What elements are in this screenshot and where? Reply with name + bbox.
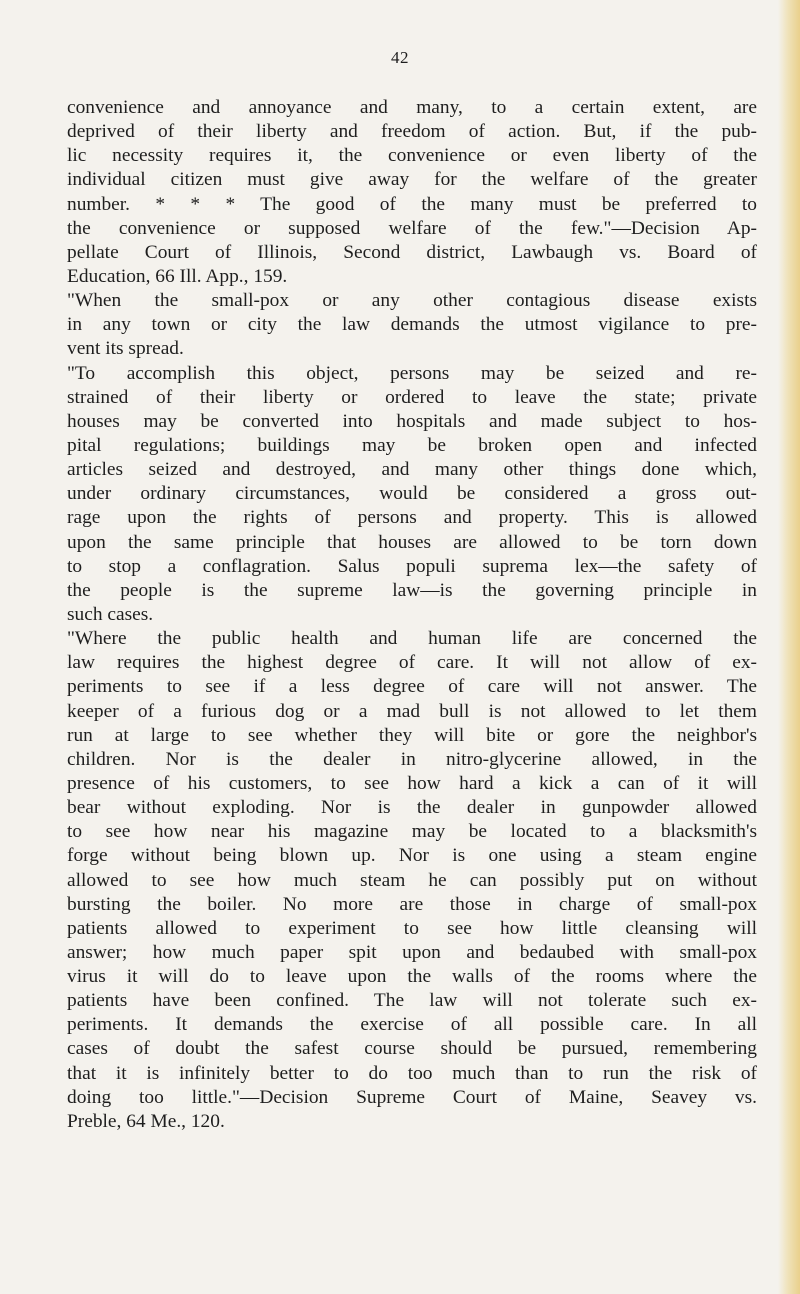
text-line: number. * * * The good of the many must be preferred to — [67, 193, 757, 215]
text-line: to see how near his magazine may be located to a blacksmith's — [67, 821, 757, 843]
text-line: patients have been confined. The law will not tolerate such ex- — [67, 990, 757, 1012]
text-line: under ordinary circumstances, would be considered a gross out- — [67, 483, 757, 505]
text-line: "When the small-pox or any other contagious disease exists — [67, 290, 757, 312]
text-line: rage upon the rights of persons and property. This is allowed — [67, 507, 757, 529]
text-line: deprived of their liberty and freedom of action. But, if the pub- — [67, 121, 757, 143]
text-line: periments. It demands the exercise of all possible care. In all — [67, 1014, 757, 1036]
text-line: upon the same principle that houses are allowed to be torn down — [67, 531, 757, 553]
text-line: law requires the highest degree of care. It will not allow of ex- — [67, 652, 757, 674]
text-line: periments to see if a less degree of care will not answer. The — [67, 676, 757, 698]
text-line: in any town or city the law demands the utmost vigilance to pre- — [67, 314, 757, 336]
text-line: the people is the supreme law—is the governing principle in — [67, 579, 757, 601]
text-line: that it is infinitely better to do too much than to run the risk of — [67, 1062, 757, 1084]
text-line: such cases. — [67, 603, 154, 625]
text-line: houses may be converted into hospitals and made subject to hos- — [67, 410, 757, 432]
text-line: strained of their liberty or ordered to leave the state; private — [67, 386, 757, 408]
text-line: to stop a conflagration. Salus populi suprema lex—the safety of — [67, 555, 757, 577]
text-line: keeper of a furious dog or a mad bull is not allowed to let them — [67, 700, 757, 722]
text-line: vent its spread. — [67, 338, 184, 360]
text-line: presence of his customers, to see how hard a kick a can of it will — [67, 772, 757, 794]
text-line: convenience and annoyance and many, to a certain extent, are — [67, 97, 757, 118]
text-line: pital regulations; buildings may be broken open and infected — [67, 434, 757, 456]
body-text — [67, 96, 757, 1134]
page-edge-shadow — [778, 0, 800, 1294]
text-line: the convenience or supposed welfare of the few."—Decision Ap- — [67, 217, 757, 239]
text-line: "To accomplish this object, persons may be seized and re- — [67, 362, 757, 384]
text-line: answer; how much paper spit upon and bedaubed with small-pox — [67, 941, 757, 963]
page-number: 42 — [391, 48, 409, 67]
text-line: "Where the public health and human life are concerned the — [67, 628, 757, 650]
text-line: children. Nor is the dealer in nitro-glycerine allowed, in the — [67, 748, 757, 770]
text-line: bear without exploding. Nor is the dealer in gunpowder allowed — [67, 797, 757, 819]
text-line: doing too little."—Decision Supreme Court of Maine, Seavey vs. — [67, 1086, 757, 1108]
text-line: individual citizen must give away for the welfare of the greater — [67, 169, 757, 191]
text-line: Preble, 64 Me., 120. — [67, 1110, 225, 1132]
text-line: Education, 66 Ill. App., 159. — [67, 265, 288, 287]
text-line: pellate Court of Illinois, Second district, Lawbaugh vs. Board of — [67, 241, 757, 263]
text-line: lic necessity requires it, the convenience or even liberty of the — [67, 145, 757, 167]
text-line: allowed to see how much steam he can possibly put on without — [67, 869, 757, 891]
text-line: articles seized and destroyed, and many other things done which, — [67, 459, 757, 481]
text-line: virus it will do to leave upon the walls of the rooms where the — [67, 966, 757, 988]
text-line: run at large to see whether they will bite or gore the neighbor's — [67, 724, 757, 746]
text-line: forge without being blown up. Nor is one using a steam engine — [67, 845, 757, 867]
text-line: patients allowed to experiment to see how little cleansing will — [67, 917, 757, 939]
text-line: cases of doubt the safest course should be pursued, remembering — [67, 1038, 757, 1060]
text-line: bursting the boiler. No more are those in charge of small-pox — [67, 893, 757, 915]
